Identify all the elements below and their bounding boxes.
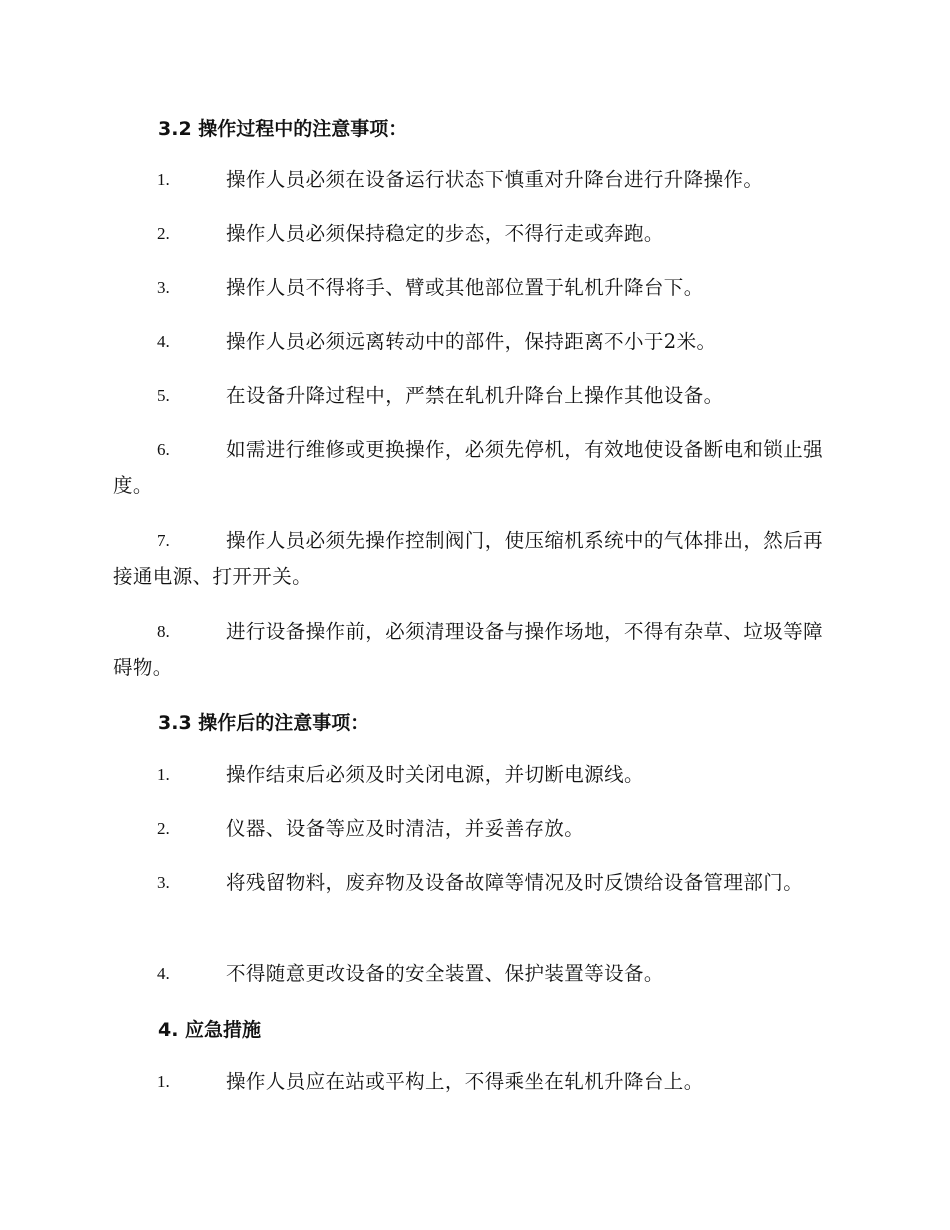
item-number: 3. [157,873,170,892]
item-text: 操作人员必须远离转动中的部件，保持距离不小于2米。 [226,330,717,353]
item-number: 6. [157,440,170,459]
item-text: 如需进行维修或更换操作，必须先停机，有效地使设备断电和锁止强度。 [113,438,824,497]
item-number: 1. [157,1072,170,1091]
item-text: 操作人员必须在设备运行状态下慎重对升降台进行升降操作。 [226,168,764,191]
item-number: 2. [157,819,170,838]
item-text: 操作人员不得将手、臂或其他部位置于轧机升降台下。 [226,276,704,299]
item-text: 进行设备操作前，必须清理设备与操作场地，不得有杂草、垃圾等障碍物。 [113,620,824,679]
item-number: 1. [157,170,170,189]
item-text: 不得随意更改设备的安全装置、保护装置等设备。 [226,962,664,985]
item-number: 2. [157,224,170,243]
item-number: 5. [157,386,170,405]
item-text: 操作结束后必须及时关闭电源，并切断电源线。 [226,763,644,786]
item-text: 操作人员必须保持稳定的步态，不得行走或奔跑。 [226,222,664,245]
item-number: 4. [157,964,170,983]
section-heading: 4. 应急措施 [158,1019,262,1041]
item-number: 1. [157,765,170,784]
item-text: 操作人员应在站或平构上，不得乘坐在轧机升降台上。 [226,1070,704,1093]
item-text: 操作人员必须先操作控制阀门，使压缩机系统中的气体排出，然后再接通电源、打开开关。 [113,529,824,588]
section-heading: 3.3 操作后的注意事项： [158,712,370,734]
item-number: 3. [157,278,170,297]
section-heading: 3.2 操作过程中的注意事项： [158,118,408,140]
item-text: 仪器、设备等应及时清洁，并妥善存放。 [226,817,585,840]
item-number: 7. [157,531,170,550]
item-number: 4. [157,332,170,351]
item-text: 将残留物料，废弃物及设备故障等情况及时反馈给设备管理部门。 [226,871,804,894]
item-number: 8. [157,622,170,641]
item-text: 在设备升降过程中，严禁在轧机升降台上操作其他设备。 [226,384,724,407]
